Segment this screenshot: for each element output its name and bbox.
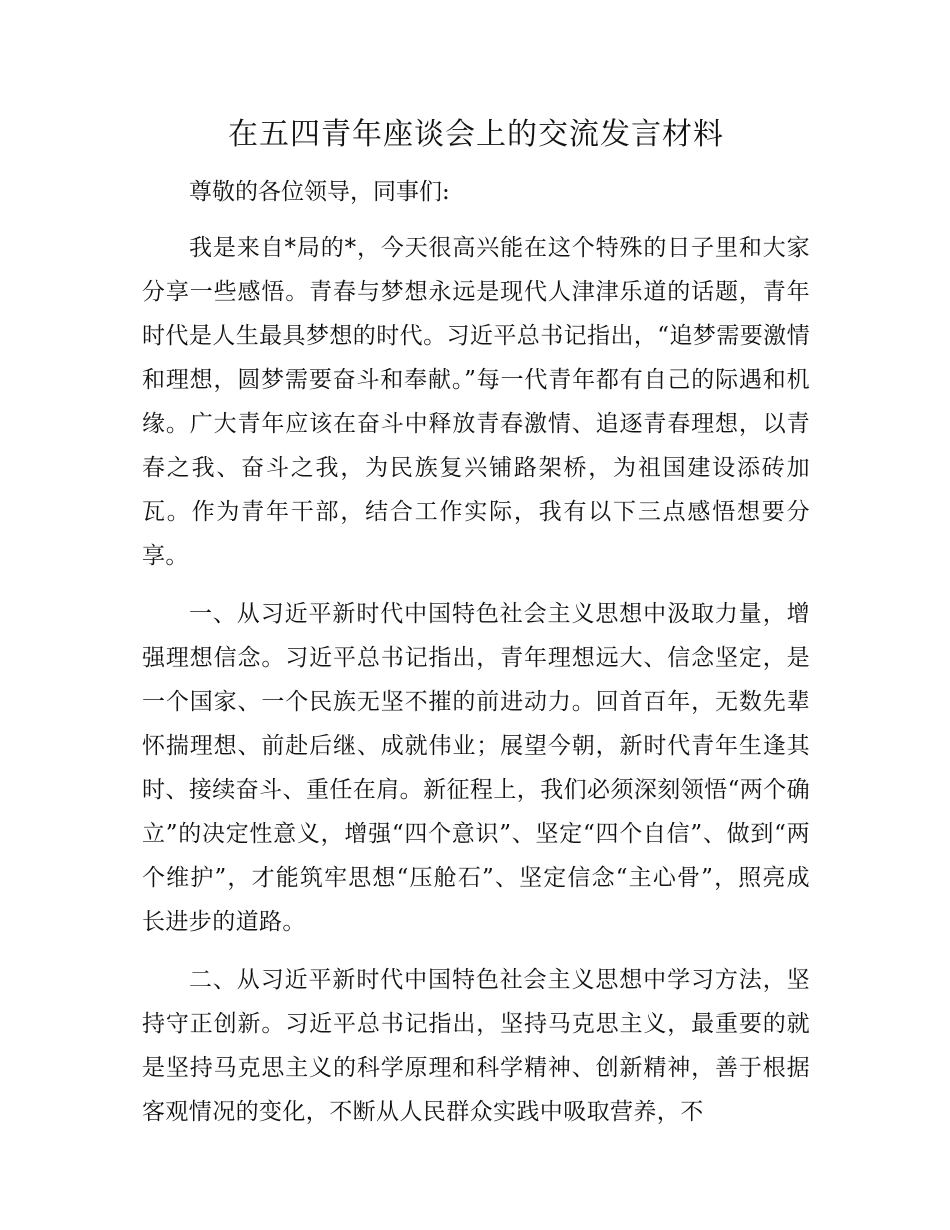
paragraph-intro: 我是来自*局的*，今天很高兴能在这个特殊的日子里和大家分享一些感悟。青春与梦想永远是现代人津津乐道的话题，青年时代是人生最具梦想的时代。习近平总书记指出，“追梦需要激情和理想，圆梦需要奋斗和奉献。”每一代青年都有自己的际遇和机缘。广大青年应该在奋斗中释放青春激情、追逐青春理想，以青春之我、奋斗之我，为民族复兴铺路架桥，为祖国建设添砖加瓦。作为青年干部，结合工作实际，我有以下三点感悟想要分享。 [142,235,810,569]
salutation: 尊敬的各位领导，同事们: [189,179,450,205]
paragraph-point-one: 一、从习近平新时代中国特色社会主义思想中汲取力量，增强理想信念。习近平总书记指出，青年理想远大、信念坚定，是一个国家、一个民族无坚不摧的前进动力。回首百年，无数先辈怀揣理想、前赴后继、成就伟业；展望今朝，新时代青年生逢其时、接续奋斗、重任在肩。新征程上，我们必须深刻领悟“两个确立”的决定性意义，增强“四个意识”、坚定“四个自信”、做到“两个维护”，才能筑牢思想“压舱石”、坚定信念“主心骨”，照亮成长进步的道路。 [142,601,810,935]
paragraph-point-two: 二、从习近平新时代中国特色社会主义思想中学习方法，坚持守正创新。习近平总书记指出，坚持马克思主义，最重要的就是坚持马克思主义的科学原理和科学精神、创新精神，善于根据客观情况的变化，不断从人民群众实践中吸取营养，不 [142,967,810,1125]
document-title: 在五四青年座谈会上的交流发言材料 [228,117,724,152]
document-page [142,112,810,1134]
